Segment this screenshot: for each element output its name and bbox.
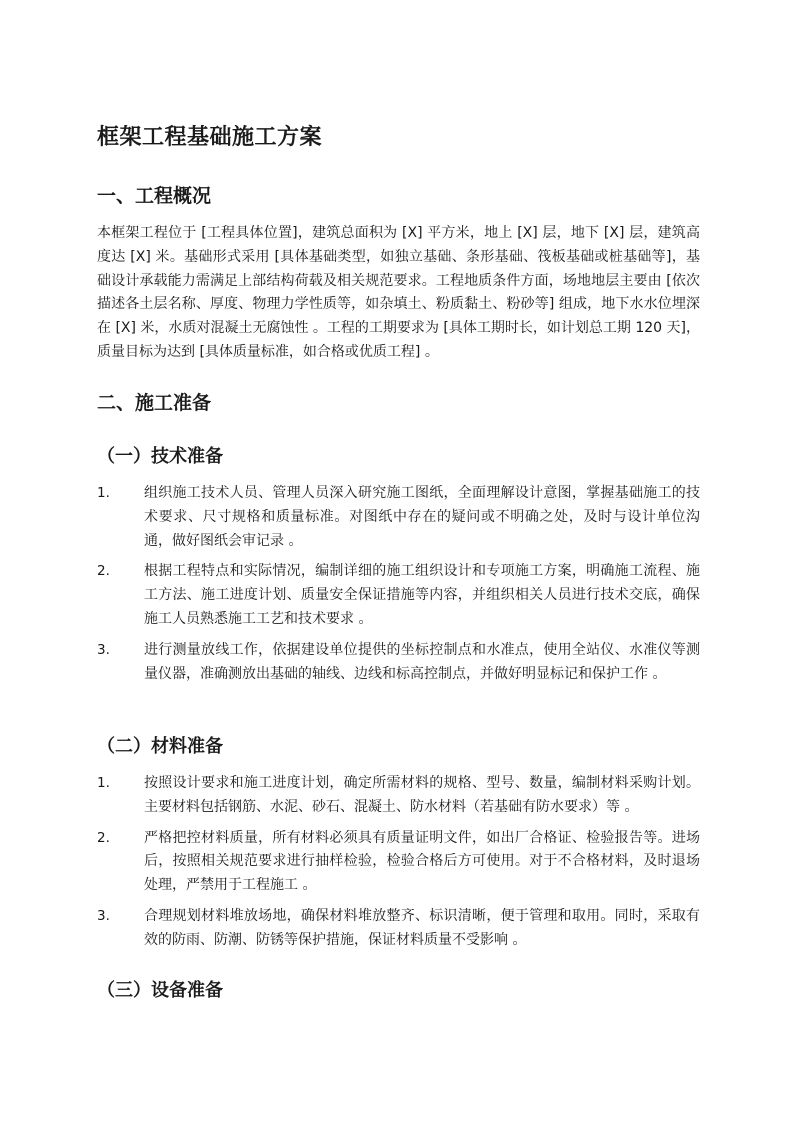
list-item-text: 合理规划材料堆放场地，确保材料堆放整齐、标识清晰，便于管理和取用。同时，采取有效的防雨、防潮、防锈等保护措施，保证材料质量不受影响 。 [144, 907, 700, 948]
list-item-number: 3. [97, 907, 110, 924]
list-item [97, 905, 700, 953]
list-item-text: 根据工程特点和实际情况，编制详细的施工组织设计和专项施工方案，明确施工流程、施工方法、施工进度计划、质量安全保证措施等内容，并组织相关人员进行技术交底，确保施工人员熟悉施工工艺和技术要求 。 [144, 563, 700, 627]
subsection-heading-technical: （一）技术准备 [97, 446, 223, 467]
list-item-number: 3. [97, 641, 110, 658]
materials-preparation-list [97, 772, 700, 960]
technical-preparation-list [97, 482, 700, 693]
subsection-heading-equipment: （三）设备准备 [97, 980, 223, 1001]
list-item [97, 639, 700, 687]
subsection-heading-materials: （二）材料准备 [97, 736, 223, 757]
list-item [97, 560, 700, 631]
list-item [97, 772, 700, 820]
list-item-number: 1. [97, 485, 110, 501]
document-title: 框架工程基础施工方案 [97, 125, 323, 150]
overview-paragraph: 本框架工程位于 [工程具体位置]，建筑总面积为 [X] 平方米，地上 [X] 层，地下 [X] 层，建筑高度达 [X] 米。基础形式采用 [具体基础类型，如独立基础、条形基础、筏板基础或桩基础等]，基础设计承载能力需满足上部结构荷载及相关规范要求。工程地质条件方面，场地地层主要由 [依次描述各土层名称、厚度、物理力学性质等，如杂填土、粉质黏土、粉砂等] 组成，地下水水位埋深在 [X] 米，水质对混凝土无腐蚀性 。工程的工期要求为 [具体工期时长，如计划总工期 120 天]，质量目标为达到 [具体质量标准，如合格或优质工程] 。 [97, 225, 700, 360]
section-heading-preparation: 二、施工准备 [97, 392, 212, 414]
list-item-text: 按照设计要求和施工进度计划，确定所需材料的规格、型号、数量，编制材料采购计划。主要材料包括钢筋、水泥、砂石、混凝土、防水材料（若基础有防水要求）等 。 [144, 775, 700, 815]
list-item [97, 482, 700, 553]
list-item [97, 827, 700, 898]
list-item-text: 进行测量放线工作，依据建设单位提供的坐标控制点和水准点，使用全站仪、水准仪等测量仪器，准确测放出基础的轴线、边线和标高控制点，并做好明显标记和保护工作 。 [144, 641, 700, 682]
list-item-text: 严格把控材料质量，所有材料必须具有质量证明文件，如出厂合格证、检验报告等。进场后，按照相关规范要求进行抽样检验，检验合格后方可使用。对于不合格材料，及时退场处理，严禁用于工程施工 。 [144, 829, 700, 894]
section-heading-overview: 一、工程概况 [97, 185, 212, 207]
list-item-number: 2. [97, 829, 110, 846]
list-item-number: 1. [97, 775, 110, 791]
list-item-text: 组织施工技术人员、管理人员深入研究施工图纸，全面理解设计意图，掌握基础施工的技术要求、尺寸规格和质量标准。对图纸中存在的疑问或不明确之处，及时与设计单位沟通，做好图纸会审记录 。 [144, 485, 700, 549]
list-item-number: 2. [97, 563, 110, 580]
